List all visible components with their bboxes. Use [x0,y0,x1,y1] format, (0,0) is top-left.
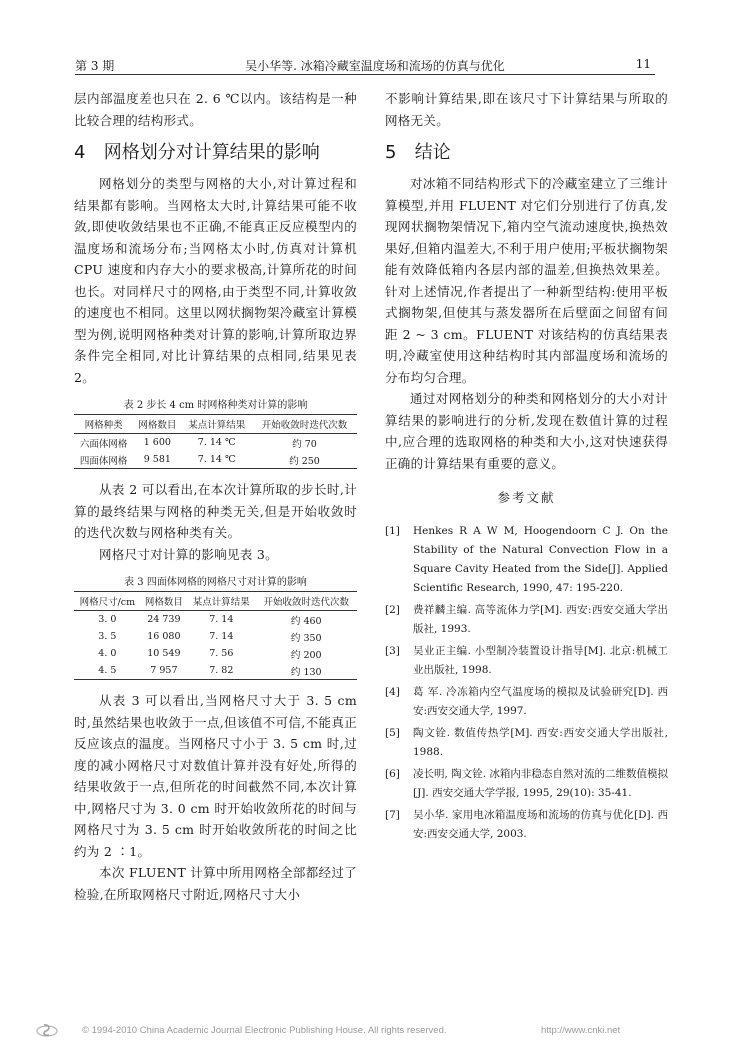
paragraph: 本次 FLUENT 计算中所用网格全部都经过了检验,在所取网格尺寸附近,网格尺寸大小 [74,865,357,902]
table-cell: 3. 5 [98,631,117,642]
table-cell: 7. 82 [209,665,234,676]
table-header-row [74,415,357,434]
page-number: 11 [635,57,651,71]
table-cell: 16 080 [147,631,181,642]
reference-number: [3] [385,645,400,657]
reference-item [385,765,668,803]
table-cell: 四面体网格 [79,455,128,467]
reference-item [385,522,668,598]
table-cell: 7 957 [150,665,178,676]
table-cell: 7. 14 ℃ [197,454,236,465]
table-row [74,434,357,452]
running-header [75,54,655,75]
column-header: 网格数目 [133,415,181,434]
paragraph: 网格尺寸对计算的影响见表 3。 [99,546,278,562]
publisher-logo-icon [35,1022,59,1038]
reference-number: [6] [385,768,400,780]
table-row [74,628,357,645]
reference-number: [4] [385,686,400,698]
column-header: 某点计算结果 [181,415,252,434]
table-header-row [74,592,357,611]
column-header: 网格种类 [74,415,133,434]
reference-text: 陶文铨. 数值传热学[M]. 西安:西安交通大学出版社, 1988. [413,727,668,758]
table-3 [74,591,357,680]
paragraph: 通过对网格划分的种类和网格划分的大小对计算结果的影响进行的分析,发现在数值计算的过程中,应合理的选取网格的种类和大小,这对快速获得正确的计算结果有重要的意义。 [385,391,668,471]
reference-number: [2] [385,604,400,616]
copyright-text: © 1994-2010 China Academic Journal Electronic Publishing House. All rights reserved. [82,1025,447,1036]
left-column [74,88,357,905]
references-title: 参考文献 [497,490,556,505]
reference-number: [5] [385,727,400,739]
table-cell: 4. 0 [98,648,117,659]
paragraph: 从表 2 可以看出,在本次计算所取的步长时,计算的最终结果与网格的种类无关,但是开始收敛时的迭代次数与网格种类有关。 [74,482,357,540]
table-cell: 9 581 [143,454,171,465]
column-header: 网格尺寸/cm [74,592,141,611]
column-header: 开始收敛时迭代次数 [256,592,357,611]
table-cell: 7. 14 [209,614,234,625]
reference-text: Henkes R A W M, Hoogendoorn C J. On the Stability of the Natural Convection Flow in a Square Cavity Heated from the Side[J]. Applied Scientific Research, 1990, 47: 195-220. [413,525,668,594]
table-cell: 1 600 [143,437,171,448]
table-row [74,645,357,662]
table-cell: 约 200 [290,649,322,661]
table-cell: 六面体网格 [79,438,128,450]
table-cell: 7. 56 [209,648,234,659]
section-5-heading [385,141,668,165]
continued-paragraph: 不影响计算结果,即在该尺寸下计算结果与所取的网格无关。 [385,91,668,128]
paragraph: 对冰箱不同结构形式下的冷藏室建立了三维计算模型,并用 FLUENT 对它们分别进行了仿真,发现网状搁物架情况下,箱内空气流动速度快,换热效果好,但箱内温差大,不利于用户使用;平板状搁物架能有效降低箱内各层内部的温差,但换热效果差。针对上述情况,作者提出了一种新型结构:使用平板式搁物架,但使其与蒸发器所在后壁面之间留有间距 2 ~ 3 cm。FLUENT 对该结构的仿真结果表明,冷藏室使用这种结构时其内部温度场和流场的分布均匀合理。 [385,176,668,385]
reference-item [385,642,668,680]
table-row [74,662,357,680]
table-2-caption: 表 2 步长 4 cm 时网格种类对计算的影响 [123,400,308,411]
references-list [385,522,668,844]
table-row [74,611,357,629]
table-cell: 约 70 [292,438,317,450]
table-cell: 7. 14 [209,631,234,642]
section-title: 结论 [414,142,451,163]
table-cell: 4. 5 [98,665,117,676]
reference-item [385,601,668,639]
paragraph: 从表 3 可以看出,当网格尺寸大于 3. 5 cm 时,虽然结果也收敛于一点,但该值不可信,不能真正反应该点的温度。当网格尺寸小于 3. 5 cm 时,过度的减小网格尺寸对数值计算并没有好处,所得的结果收敛于一点,但所花的时间截然不同,本次计算中,网格尺寸为 3. 0 cm 时开始收敛所花的时间与网格尺寸为 3. 5 cm 时开始收敛所花的时间之比约为 2 ∶1。 [74,693,357,859]
reference-number: [1] [385,525,400,537]
continued-paragraph: 层内部温度差也只在 2. 6 ℃以内。该结构是一种比较合理的结构形式。 [74,91,357,128]
right-column [385,88,668,847]
reference-text: 葛 军. 冷冻箱内空气温度场的模拟及试验研究[D]. 西安:西安交通大学, 1997. [413,686,668,717]
reference-text: 吴业正主编. 小型制冷装置设计指导[M]. 北京:机械工业出版社, 1998. [413,645,668,676]
table-cell: 约 130 [290,666,322,678]
reference-item [385,683,668,721]
table-cell: 约 460 [290,615,322,627]
issue-label: 第 3 期 [75,59,115,73]
column-header: 开始收敛时迭代次数 [252,415,357,434]
column-header: 网格数目 [141,592,187,611]
table-cell: 7. 14 ℃ [197,437,236,448]
section-number: 4 [74,142,86,163]
running-title: 吴小华等. 冰箱冷藏室温度场和流场的仿真与优化 [245,59,505,73]
reference-number: [7] [385,809,400,821]
table-3-caption: 表 3 四面体网格的网格尺寸对计算的影响 [124,577,307,588]
reference-text: 凌长明, 陶文铨. 冰箱内非稳态自然对流的二维数值模拟[J]. 西安交通大学学报, 1995, 29(10): 35-41. [413,768,668,799]
reference-text: 吴小华. 家用电冰箱温度场和流场的仿真与优化[D]. 西安:西安交通大学, 2003. [413,809,668,840]
table-cell: 约 250 [289,455,320,467]
paragraph: 网格划分的类型与网格的大小,对计算过程和结果都有影响。当网格太大时,计算结果可能不收敛,即使收敛结果也不正确,不能真正反应模型内的温度场和流场分布;当网格太小时,仿真对计算机 CPU 速度和内存大小的要求极高,计算所花的时间也长。对同样尺寸的网格,由于类型不同,计算收敛的速度也不相同。这里以网状搁物架冷藏室计算模型为例,说明网格种类对计算的影响,计算所取边界条件完全相同,对比计算结果的点相同,结果见表 2。 [74,176,357,385]
page-footer [35,1022,715,1042]
table-2 [74,414,357,469]
section-4-heading [74,141,357,165]
table-cell: 10 549 [147,648,181,659]
table-cell: 24 739 [147,614,181,625]
reference-item [385,806,668,844]
table-cell: 约 350 [290,632,322,644]
section-title: 网格划分对计算结果的影响 [103,142,320,163]
section-number: 5 [385,142,397,163]
table-row [74,451,357,469]
column-header: 某点计算结果 [187,592,255,611]
reference-item [385,724,668,762]
table-cell: 3. 0 [98,614,117,625]
footer-url: http://www.cnki.net [541,1025,621,1036]
reference-text: 费祥麟主编. 高等流体力学[M]. 西安:西安交通大学出版社, 1993. [413,604,668,635]
